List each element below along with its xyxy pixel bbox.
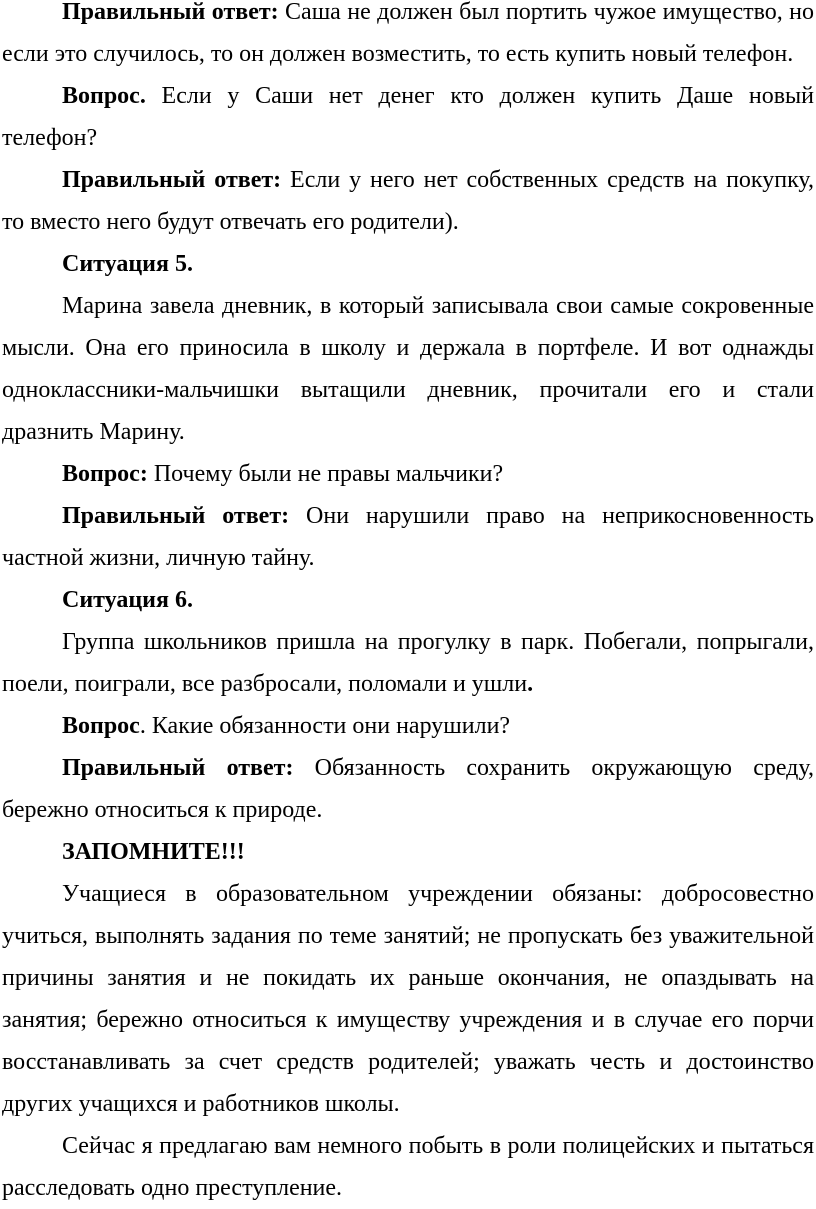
situation-heading-6 xyxy=(2,579,814,621)
bold-label: Вопрос: xyxy=(62,461,148,487)
bold-period: . xyxy=(527,671,534,697)
answer-paragraph-4 xyxy=(2,747,814,831)
question-paragraph-2 xyxy=(2,453,814,495)
bold-label: Вопрос. xyxy=(62,83,146,109)
paragraph-text: Учащиеся в образовательном учреждении обязаны: добросовестно учиться, выполнять задания по теме занятий; не пропускать без уважительной причины занятия и не покидать их раньше окончания, не опаздывать на занятия; бережно относиться к имуществу учреждения и в случае его порчи восстанавливать за счет средств родителей; уважать честь и достоинство других учащихся и работников школы. xyxy=(2,881,814,1117)
situation-text-5 xyxy=(2,285,814,453)
closing-paragraph xyxy=(2,1125,814,1209)
answer-paragraph-2 xyxy=(2,159,814,243)
paragraph-text: Почему были не правы мальчики? xyxy=(147,461,504,487)
question-paragraph-1 xyxy=(2,75,814,159)
answer-paragraph-1 xyxy=(2,0,814,75)
paragraph-text: Если у него нет собственных средств на покупку, то вместо него будут отвечать его родители). xyxy=(2,167,814,235)
paragraph-text: Сейчас я предлагаю вам немного побыть в роли полицейских и пытаться расследовать одно преступление. xyxy=(2,1133,814,1201)
remember-heading xyxy=(2,831,814,873)
bold-label: Правильный ответ: xyxy=(62,0,279,25)
paragraph-text: . Какие обязанности они нарушили? xyxy=(139,713,511,739)
bold-label: Вопрос xyxy=(62,713,140,739)
paragraph-text: Саша не должен был портить чужое имущество, но если это случилось, то он должен возместить, то есть купить новый телефон. xyxy=(2,0,815,67)
duties-paragraph xyxy=(2,873,814,1125)
bold-label: Правильный ответ: xyxy=(62,167,282,193)
situation-text-6 xyxy=(2,621,814,705)
bold-label: ЗАПОМНИТЕ!!! xyxy=(62,839,245,865)
question-paragraph-3 xyxy=(2,705,814,747)
situation-heading-5 xyxy=(2,243,814,285)
paragraph-text: Они нарушили право на неприкосновенность частной жизни, личную тайну. xyxy=(2,503,815,571)
answer-paragraph-3 xyxy=(2,495,814,579)
bold-label: Правильный ответ: xyxy=(62,755,294,781)
bold-label: Ситуация 6. xyxy=(62,587,193,613)
paragraph-text: Группа школьников пришла на прогулку в парк. Побегали, попрыгали, поели, поиграли, все разбросали, поломали и ушли xyxy=(2,629,814,697)
bold-label: Ситуация 5. xyxy=(62,251,193,277)
paragraph-text: Марина завела дневник, в который записывала свои самые сокровенные мысли. Она его приносила в школу и держала в портфеле. И вот однажды одноклассники-мальчишки вытащили дневник, прочитали его и стали дразнить Марину. xyxy=(2,293,814,445)
paragraph-text: Обязанность сохранить окружающую среду, бережно относиться к природе. xyxy=(2,755,814,823)
paragraph-text: Если у Саши нет денег кто должен купить Даше новый телефон? xyxy=(2,83,814,151)
bold-label: Правильный ответ: xyxy=(62,503,290,529)
